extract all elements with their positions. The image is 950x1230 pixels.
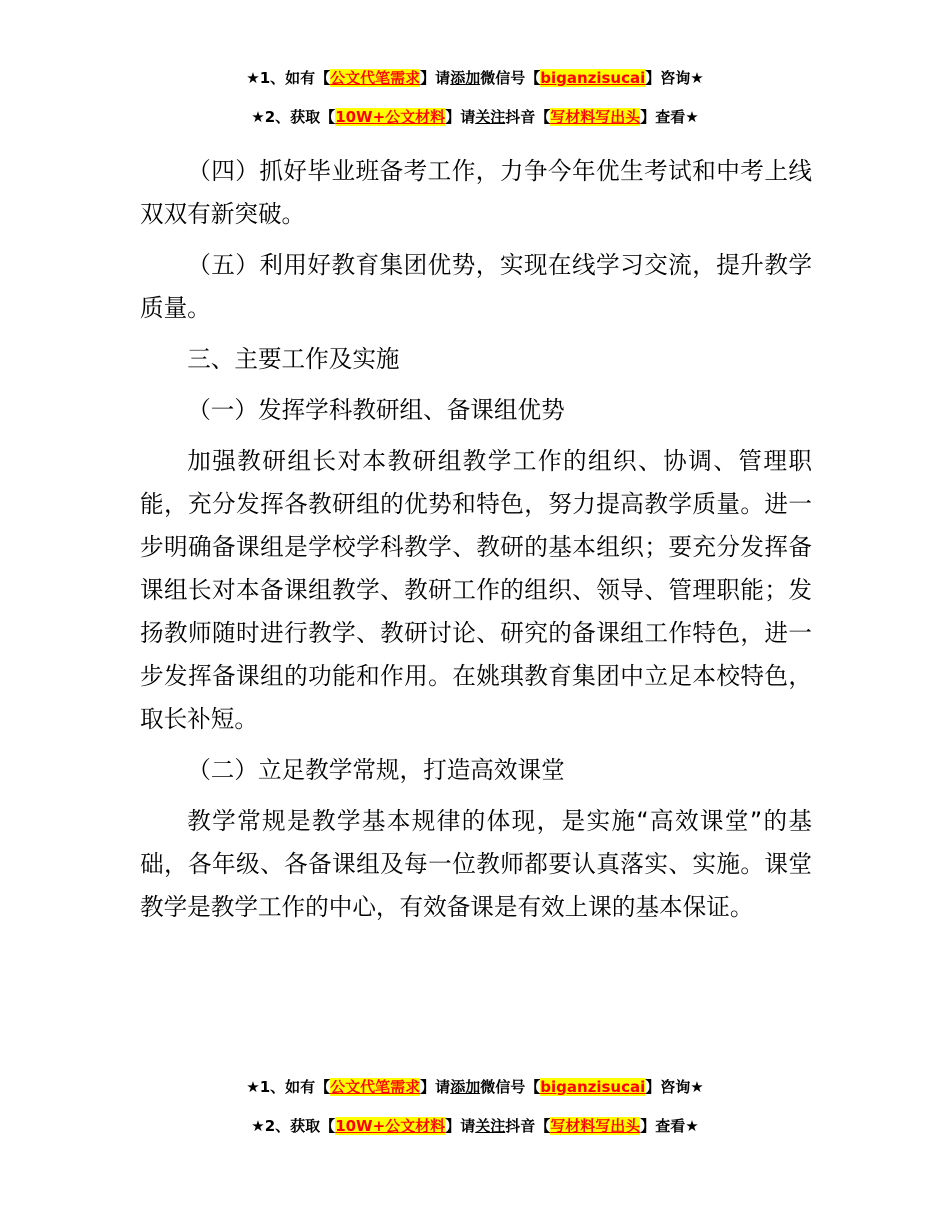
header-line2-douyin-label: 抖音【 [505, 108, 551, 126]
section-heading-3: 三、主要工作及实施 [187, 345, 400, 373]
paragraph-goal-5: （五）利用好教育集团优势，实现在线学习交流，提升教学质量。 [140, 251, 812, 322]
subheading-2: （二）立足教学常规，打造高效课堂 [187, 756, 565, 784]
header-line2-follow: 关注 [475, 108, 506, 126]
footer-line2-douyin-label: 抖音【 [505, 1117, 551, 1135]
footer-line2-follow: 关注 [475, 1117, 506, 1135]
header-line2-highlight-materials: 10W+公文材料 [335, 108, 446, 126]
footer-line2-prefix: ★2、获取【 [251, 1117, 336, 1135]
header-line-2 [0, 107, 950, 138]
header-line1-prefix: ★1、如有【 [246, 69, 331, 87]
document-body [140, 150, 812, 937]
header-line2-douyin-id: 写材料写出头 [550, 108, 641, 126]
subheading-1: （一）发挥学科教研组、备课组优势 [187, 396, 565, 424]
footer-line-2 [0, 1116, 950, 1147]
footer-line1-text: 】请 [420, 1078, 451, 1096]
footer-line1-suffix: 】咨询★ [645, 1078, 704, 1096]
footer-line2-douyin-id: 写材料写出头 [550, 1117, 641, 1135]
footer-line1-prefix: ★1、如有【 [246, 1078, 331, 1096]
paragraph-subsection-2: 教学常规是教学基本规律的体现，是实施“高效课堂”的基础，各年级、各备课组及每一位教师都要认真落实、实施。课堂教学是教学工作的中心，有效备课是有效上课的基本保证。 [140, 807, 812, 921]
header-line1-text: 】请 [420, 69, 451, 87]
header-line1-wechat-id: biganzisucai [540, 69, 646, 87]
header-line2-prefix: ★2、获取【 [251, 108, 336, 126]
footer-line1-add: 添加 [450, 1078, 481, 1096]
footer-banner [0, 1077, 950, 1147]
header-line-1 [0, 68, 950, 99]
paragraph-goal-4: （四）抓好毕业班备考工作，力争今年优生考试和中考上线双双有新突破。 [140, 157, 812, 228]
header-line1-highlight-service: 公文代笔需求 [330, 69, 421, 87]
footer-line1-highlight-service: 公文代笔需求 [330, 1078, 421, 1096]
footer-line-1 [0, 1077, 950, 1108]
header-line1-add: 添加 [450, 69, 481, 87]
footer-line1-wechat-id: biganzisucai [540, 1078, 646, 1096]
header-line1-wechat-label: 微信号【 [480, 69, 541, 87]
footer-line2-text: 】请 [445, 1117, 476, 1135]
footer-line2-suffix: 】查看★ [640, 1117, 699, 1135]
header-line2-text: 】请 [445, 108, 476, 126]
paragraph-subsection-1: 加强教研组长对本教研组教学工作的组织、协调、管理职能，充分发挥各教研组的优势和特色，努力提高教学质量。进一步明确备课组是学校学科教学、教研的基本组织；要充分发挥备课组长对本备课组教学、教研工作的组织、领导、管理职能；发扬教师随时进行教学、教研讨论、研究的备课组工作特色，进一步发挥备课组的功能和作用。在姚琪教育集团中立足本校特色，取长补短。 [140, 447, 812, 733]
header-line1-suffix: 】咨询★ [645, 69, 704, 87]
footer-line1-wechat-label: 微信号【 [480, 1078, 541, 1096]
header-banner [0, 68, 950, 138]
header-line2-suffix: 】查看★ [640, 108, 699, 126]
footer-line2-highlight-materials: 10W+公文材料 [335, 1117, 446, 1135]
